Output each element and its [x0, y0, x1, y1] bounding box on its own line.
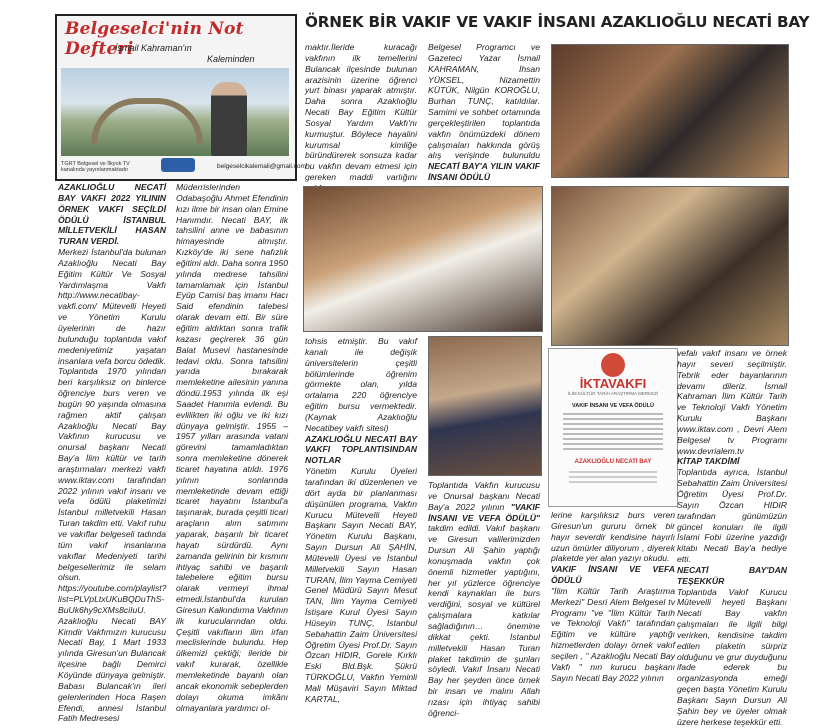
plaque-presentation-photo — [551, 186, 789, 346]
book-gift-photo — [428, 336, 542, 476]
column-2-body: Müderrislerinden Odabaşoğlu Ahmet Efendinin kızı ilme bir insan olan Emine Hanımdır. Necati BAY, ilk tahsilini anne ve babasının himayesinde almıştır. Kızköy'de iki sene hafızlık eğitimi aldı. Daha sonra 1950 yılında medrese tahsilini tamamlamak için İstanbul Eyüp Camisi baş imamı Hacı Said efendinin talebesi olarak devam etti. Bir süre eğitim aldıktan sonra trafik kazası geçirerek 36 gün Balat Musevi hastanesinde tedavi oldu. Sonra tahsilini yarıda bırakarak memleketine ailesinin yanına döndü.1953 yılında ilk eşi Saadet Hanımla evlendi. Bu evlilikten iki oğlu ve iki kızı dünyaya gelmiştir. 1955 – 1957 yılları arasında vatani görevini tamamladıktan sonra memleketine dönerek ticaret hayatına atıldı. 1976 yılının sonlarında memleketinde devam ettiği ticaret hayatını İstanbul'a taşınarak, burada çeşitli ticari araçların alım satımını yaparak, başarılı bir ticaret hayatı sürdürdü. Aynı zamanda gelirinin bir kısmını ihtiyaç sahibi ve başarılı talebelere eğitim bursu olarak vermeyi ihmal etmedi.İstanbul'da kurulan Giresun Kalkındırma Vakfının ilk kurucularından oldu. Çeşitli vakıfların ilim irfan meclislerinde bulundu. Hep ülkemizi çektiği; ileride bir vakıf kurarak, özellikle memleketinde bayanlı olan ancak ekonomik sebeplerden dolayı okuma imkânı olmayanlara yardımcı ol- — [176, 182, 288, 713]
text-column-3-top — [305, 42, 417, 183]
thanks-heading: NECATİ BAY'DAN TEŞEKKÜR — [677, 564, 787, 586]
header-email: belgeselcikalemali@gmail.com — [217, 163, 306, 170]
text-column-5-mid — [551, 510, 675, 716]
award-ceremony-photo — [551, 44, 789, 178]
column-6-body: vefalı vakıf insanı ve örnek hayır severi seçilmiştir. Tebrik eder bayanlarının devamı dileriz. İsmail Kahraman İlim Kültür Tarih ve Teknoloji Vakfı Yönetim Kurulu Başkanı www.iktav.com , Devri Alem Belgesel tv Programı www.devrialem.tv — [677, 348, 787, 456]
award-heading: NECATİ BAY'A YILIN VAKIF İNSANI ÖDÜLÜ — [428, 161, 540, 183]
text-column-6 — [677, 348, 787, 727]
header-caption: TGRT Belgesel ve İlkyok TV kanalında yayınlanmaktadır — [61, 161, 130, 173]
award-certificate — [548, 348, 678, 507]
column-1-body: Merkezi İstanbul'da bulunan Azaklıoğlu Necati Bay Eğitim Kültür Ve Sosyal Yardımlaşma Vakfı http://www.necatibay-vakfi.com/ Mütevelli Heyeti ve Yönetim Kurulu üyelerinin de hazır bulunduğu toplantıda vakıf medeniyetimiz yaşatan insanlara vefa borcu ödedik. Toplantıda 1970 yılından beri karşılıksız on binlerce öğrenciye burs veren ve bugün 90 yaşında olmasına rağmen aktif çalışan Azaklıoğlu Necati Bay Vakfının kurucusu ve onursal başkanı Necati Bay'a İlim kültür ve tarih araştırmaları merkezi vakfı www.iktav.com tarafından 2022 yılının vakıf insanı ve vefa ödülü plaketimizi İstanbul milletvekili Hasan Turan takdim etti. Vakıf ruhu ve vakıflar belgeseli tadında tüm vakıf insanlarına vakıflar Medeniyeti tarihi belgesellerimiz ile selam olsun. https://youtube.com/playlist?list=PLVpLtxUKuBQDuThS-BuUk6hy9cXMs8ciIuU. Azaklıoğlu Necati BAY Kimdir Vakfımızın kurucusu Necati Bay, 1 Mart 1933 yılında Giresun'un Bulancak ilçesine bağlı Demirci Köyünde dünyaya gelmiştir. Babası Bulancak'ın ileri gelenlerinden Hoca Raşen Efendi, annesi İstanbul Fatih Medresesi — [58, 247, 167, 724]
column-logo-subtitle: İsmail Kahraman'ın — [115, 43, 192, 53]
certificate-footer-lines — [569, 471, 657, 493]
award-section-heading: VAKIF İNSANI VE VEFA ÖDÜLÜ — [551, 564, 675, 586]
meeting-table-photo — [303, 186, 543, 332]
column-6-body-3: Toplantıda Vakıf Kurucu Mütevelli heyeti Başkanı Necati Bay vakfın çalışmaları ile ilgili bilgi verirken, kendisine takdim edilen plaketin sürpriz olduğunu ve grur duyduğunu ifade ederek bu organizasyonda emeği geçen başta Yönetim Kurulu Başkanı Sayın Dursun Ali Şahin bey ve üyeler olmak üzere herkese teşekkür etti. — [677, 586, 787, 727]
author-figure — [211, 82, 247, 156]
text-column-4-top — [428, 42, 540, 183]
tv-logo-icon — [161, 158, 195, 172]
certificate-text-lines — [563, 413, 663, 453]
certificate-recipient: AZAKLIOĞLU NECATİ BAY — [574, 459, 652, 465]
column-5-mid-body: lerine karşılıksız burs veren Giresun'un gururu örnek bir hayır severdir kendisine hayırlı uzun ömürler diliyorum , diyerek plaketde yer alan yazıyı okudu. — [551, 510, 675, 564]
column-header-box — [55, 14, 306, 181]
column-logo-subtitle-2: Kaleminden — [207, 54, 255, 64]
text-column-3-mid — [305, 336, 417, 716]
column-4-mid-body: Toplantıda Vakfın kurucusu ve Onursal başkanı Necati Bay'a 2022 yılının "VAKIF İNSANI VE VEFA ÖDÜLÜ" takdim edildi. Vakıf başkanı ve Giresun valilerimizden Dursun Ali Şahin yaptığı konuşmada vakfın çok önemli hizmetler yaptığını, her yıl yüzlerce öğrenciye kendi kaynakları ile burs verdiğini, sosyal ve kültürel çalışmalara katkılar sağladığının… önemine dikkat çekti. İstanbul milletvekili Hasan Turan plaket takdimin de şunları söyledi. Vakıf İnsanı Necati Bay her şeyden önce örnek bir insan ve malını Allah rızası için ihtiyaç sahibi öğrenci- — [428, 480, 540, 718]
column-3-mid-body-2: Yönetim Kurulu Üyeleri tarafından iki düzenlenen ve dört ayda bir planlanması düşünülen programa, Vakfın Kurucu Mütevelli Heyeti Başkanı Sayın Necati BAY, Yönetim Kurulu Başkanı, Sayın Dursun Ali ŞAHİN, Mütevelli Üyesi ve İstanbul Milletvekili Sayın Hasan TURAN, İlim Yayma Cemiyeti Genel Müdürü Sayın Mesut TAN, İlim Yayma Cemiyeti İstişare Kurul Üyesi Sayın Hüseyin TUNÇ, İstanbul Sebahattin Zaim Üniversitesi Öğretim Üyesi Prof.Dr. Sayın Özcan HIDIR, Gorele Kırklı Eski Bld.Bşk. Şükrü TÜRKOĞLU, Vakfın Yeminli Mali Müşaviri Sayın Miktad KARTAL, — [305, 466, 417, 704]
column-3-top-body: maktır.İleride kuracağı vakfının ilk temellerini Bulancak ilçesinde bulunan arazisinin üzerine öğrenci yurt binası yaparak atmıştır. Daha sonra Azaklıoğlu Necati Bay Eğitim Kültür Sosyal Yardım Vakfı'nı kurmuştur. Böylece hayalini kurumsal kimliğe büründürerek sonsuza kadar bu vakfın devam etmesi için gereken maddi varlığını — [305, 42, 417, 183]
header-photo — [61, 68, 289, 156]
lead-paragraph: AZAKLIOĞLU NECATİ BAY VAKFI 2022 YILININ ÖRNEK VAKFI SEÇİLDİ ÖDÜLÜ İSTANBUL MİLLETVEKİLİ HASAN TURAN VERDİ. — [58, 182, 166, 247]
certificate-award-title: VAKIF İNSANI VE VEFA ÖDÜLÜ — [572, 403, 654, 409]
iktav-logo-icon — [601, 353, 625, 377]
certificate-subtitle: İLİM KÜLTÜR TARİH ARAŞTIRMA MERKEZİ — [567, 391, 659, 396]
page-headline: ÖRNEK BİR VAKIF VE VAKIF İNSANI AZAKLIOĞLU NECATİ BAY — [305, 13, 810, 31]
meeting-notes-heading: AZAKLIOĞLU NECATİ BAY VAKFI TOPLANTISINDAN NOTLAR — [305, 433, 417, 466]
column-5-mid-body-2: "İlim Kültür Tarih Araştırma Merkezi" Desri Alem Belgesel tv Programı "ve "İlim Kültür Tarih ve Teknoloji Vakfı" tarafından Eğitim ve kültüre yaptığı hizmetlerden dolayı örnek vakıf seçilen , " Azaklıoğlu Necati Bay Vakfı " nın kurucu başkanı Sayın Necati Bay 2022 yılının — [551, 585, 675, 683]
bridge-illustration — [91, 98, 203, 144]
book-gift-heading: KİTAP TAKDİMİ — [677, 456, 740, 467]
text-column-4-mid — [428, 480, 540, 716]
column-4-top-body: Belgesel Programcı ve Gazeteci Yazar İsmail KAHRAMAN, İhsan YÜKSEL, Nizamettin KÜTÜK, Nilgün KOROĞLU, Burhan TUNÇ, katıldılar. Samimi ve sohbet ortamında gerçekleştirilen toplantıda vakfın önümüzdeki dönem çalışmaları hakkında görüş alış verişinde bulunuldu NECATİ BAY'A YILIN VAKIF İNSANI ÖDÜLÜ — [428, 42, 540, 183]
text-column-1 — [58, 182, 167, 724]
column-3-mid-body: tohsis etmiştir. Bu vakıf kanalı ile değişik üniversitelerin çeşitli bölümlerinde öğrenim görmekte olan, yılda ortalama 220 öğrenciye eğitim bursu vermektedir. (Kaynak Azaklıoğlu Necatibey vakfı sitesi) — [305, 336, 417, 433]
column-6-body-2: Toplantıda ayrıca, İstanbul Sebahattin Zaim Üniversitesi Öğretim Üyesi Prof.Dr. Sayın Özcan HIDIR tarafından günümüzün güncel konuları ile ilgili İslami Fobi üzerine yazdığı kitabı Necati Bay'a hediye etti. — [677, 467, 787, 565]
column-logo-title: Belgeselci'nin Not Defteri — [65, 19, 244, 59]
text-column-2 — [176, 182, 288, 714]
certificate-brand: İKTAVAKFI — [579, 376, 647, 391]
